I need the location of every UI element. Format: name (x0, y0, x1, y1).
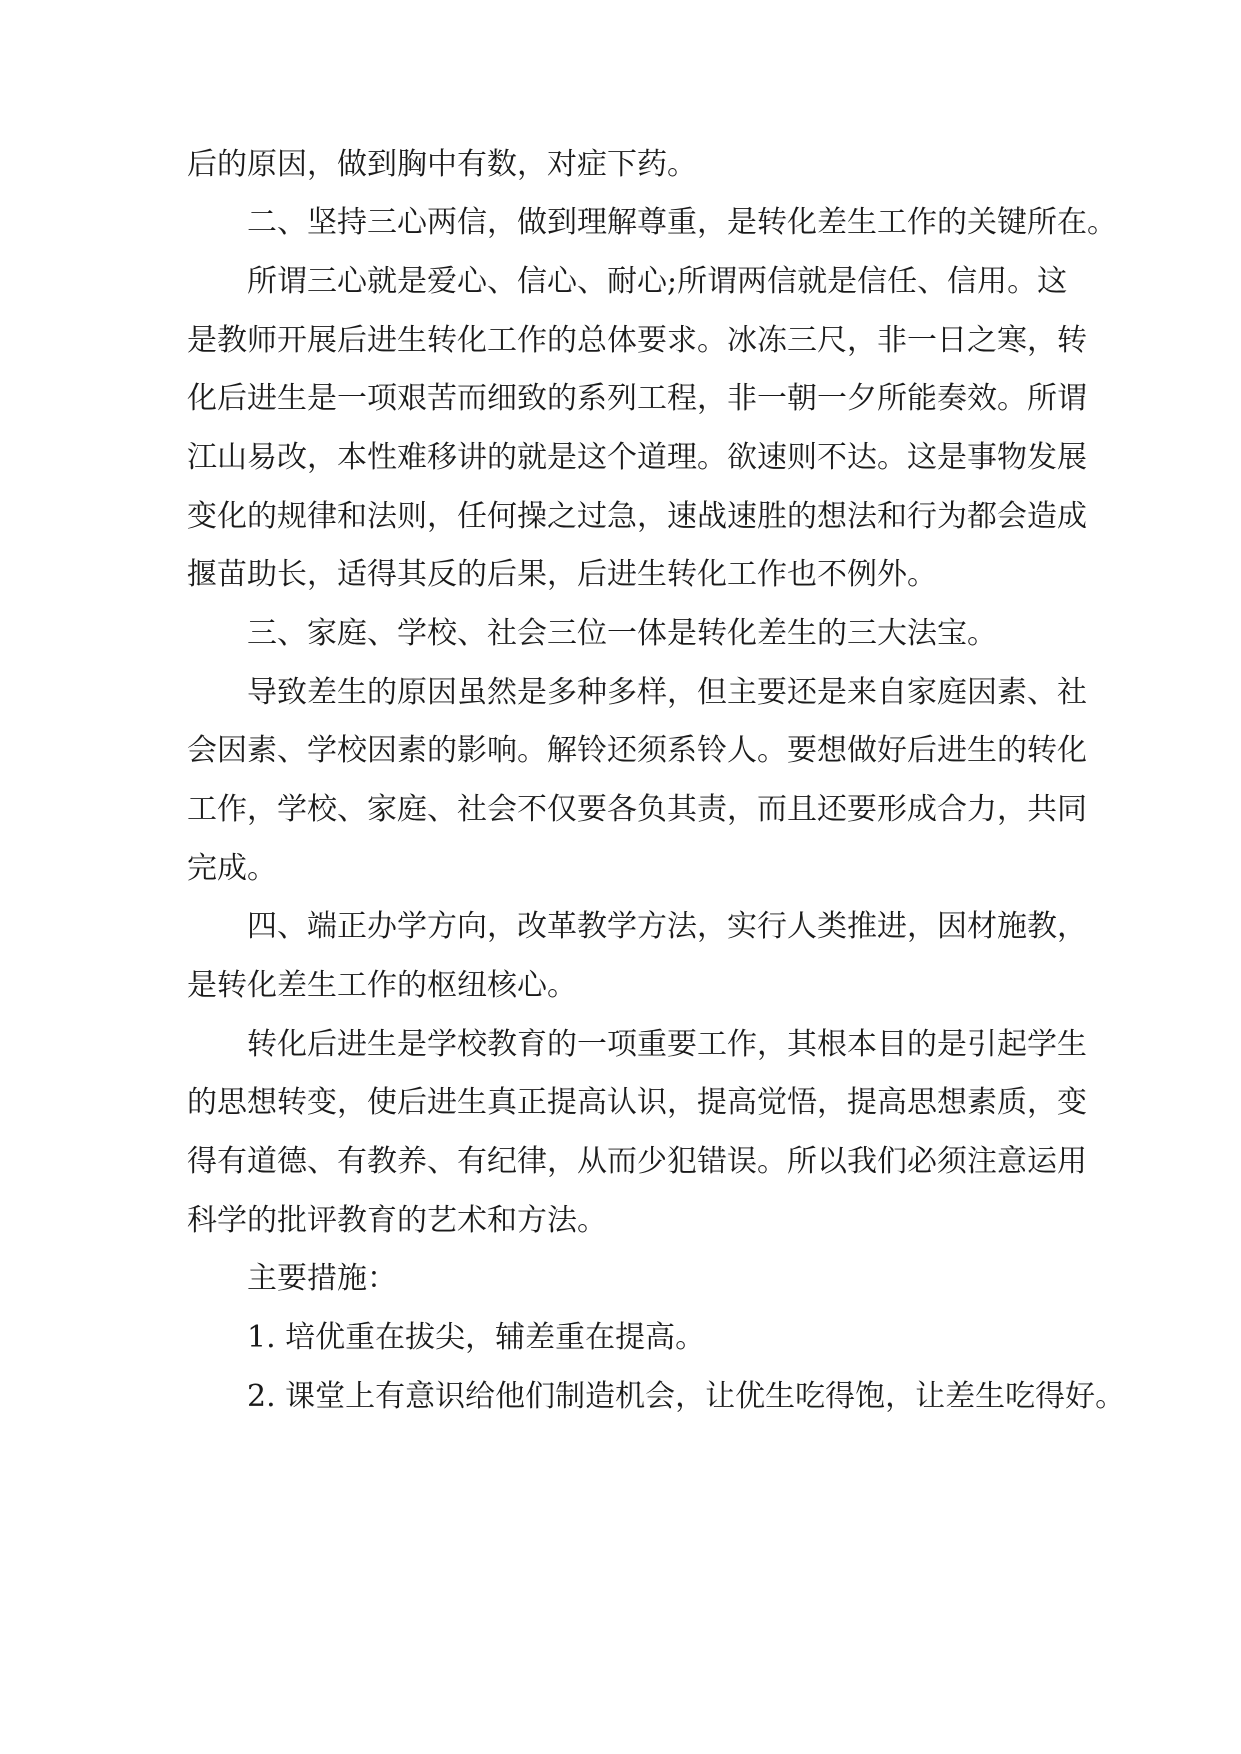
text-line-19: 科学的批评教育的艺术和方法。 (187, 1203, 607, 1238)
text-line-7: 变化的规律和法则，任何操之过急，速战速胜的想法和行为都会造成 (187, 499, 1087, 534)
measure-item-1: 1. 培优重在拔尖，辅差重在提高。 (247, 1320, 706, 1355)
text-line-13: 完成。 (187, 851, 277, 886)
section-heading-2: 二、坚持三心两信，做到理解尊重，是转化差生工作的关键所在。 (247, 205, 1117, 240)
text-line-5: 化后进生是一项艰苦而细致的系列工程，非一朝一夕所能奏效。所谓 (187, 381, 1087, 416)
text-line-8: 揠苗助长，适得其反的后果，后进生转化工作也不例外。 (187, 557, 937, 592)
measure-item-2: 2. 课堂上有意识给他们制造机会，让优生吃得饱，让差生吃得好。 (247, 1379, 1126, 1414)
text-line-4: 是教师开展后进生转化工作的总体要求。冰冻三尺，非一日之寒，转 (187, 323, 1087, 358)
text-line-1: 后的原因，做到胸中有数，对症下药。 (187, 147, 697, 182)
measures-heading: 主要措施： (247, 1261, 397, 1296)
section-heading-4-cont: 是转化差生工作的枢纽核心。 (187, 968, 577, 1003)
section-heading-3: 三、家庭、学校、社会三位一体是转化差生的三大法宝。 (247, 616, 997, 651)
text-line-18: 得有道德、有教养、有纪律，从而少犯错误。所以我们必须注意运用 (187, 1144, 1087, 1179)
text-line-11: 会因素、学校因素的影响。解铃还须系铃人。要想做好后进生的转化 (187, 733, 1087, 768)
text-line-17: 的思想转变，使后进生真正提高认识，提高觉悟，提高思想素质，变 (187, 1085, 1087, 1120)
text-line-3: 所谓三心就是爱心、信心、耐心;所谓两信就是信任、信用。这 (247, 264, 1068, 299)
section-heading-4: 四、端正办学方向，改革教学方法，实行人类推进，因材施教， (247, 909, 1087, 944)
text-line-16: 转化后进生是学校教育的一项重要工作，其根本目的是引起学生 (247, 1027, 1087, 1062)
text-line-12: 工作，学校、家庭、社会不仅要各负其责，而且还要形成合力，共同 (187, 792, 1087, 827)
text-line-10: 导致差生的原因虽然是多种多样，但主要还是来自家庭因素、社 (247, 675, 1087, 710)
text-line-6: 江山易改，本性难移讲的就是这个道理。欲速则不达。这是事物发展 (187, 440, 1087, 475)
